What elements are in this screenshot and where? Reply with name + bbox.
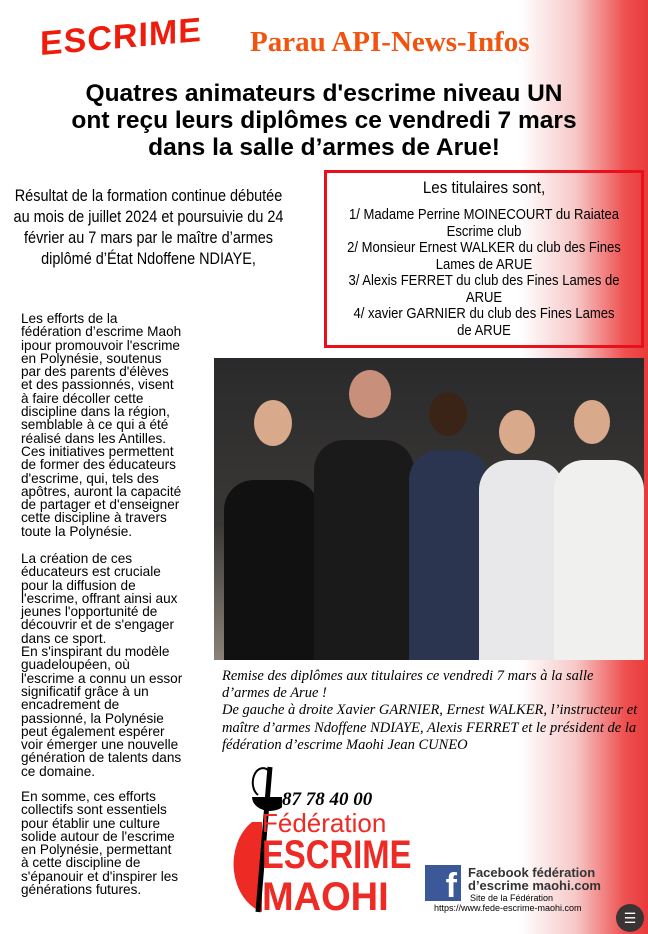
facebook-icon[interactable]: f <box>425 865 461 901</box>
titulaire-item: 4/ xavier GARNIER du club des Fines Lames de ARUE <box>353 306 615 339</box>
phone-number: 87 78 40 00 <box>282 789 373 810</box>
titulaires-box <box>324 170 644 348</box>
facebook-page[interactable]: d’escrime maohi.com <box>468 878 601 893</box>
logo-escrime: ESCRIME <box>262 833 412 877</box>
titulaire-item: 3/ Alexis FERRET du club des Fines Lames de ARUE <box>348 273 620 306</box>
titulaire-item: 2/ Monsieur Ernest WALKER du club des Fines Lames de ARUE <box>347 240 621 273</box>
titulaires-title: Les titulaires sont, <box>422 179 546 197</box>
site-url[interactable]: https://www.fede-escrime-maohi.com <box>434 903 582 913</box>
headline: Quatres animateurs d'escrime niveau UN ont reçu leurs diplômes ce vendredi 7 mars dans la salle d’armes de Arue! <box>71 80 577 161</box>
article-paragraph-2: La création de ces éducateurs est cruciale pour la diffusion de l'escrime, offrant ainsi aux jeunes l'opportunité de découvrir et de s'engager dans ce sport. En s'inspirant du modèle guadeloupéen, où l'escrime a connu un essor significatif grâce à un encadrement de passionné, la Polynésie peut également espérer voir émerger une nouvelle génération de talents dans ce domaine. <box>21 551 183 779</box>
article-paragraph-1: Les efforts de la fédération d’escrime Maoh ipour promouvoir l'escrime en Polynésie, soutenus par des parents d'élèves et des passionnés, visent à faire décoller cette discipline dans la région, semblable à ce qui a été réalisé dans les Antilles. Ces initiatives permettent de former des éducateurs d'escrime, qui, tels des apôtres, auront la capacité de partager et d'enseigner cette discipline à travers toute la Polynésie. <box>21 311 182 539</box>
facebook-label[interactable]: Facebook fédération <box>468 865 596 880</box>
intro-text: Résultat de la formation continue débutée au mois de juillet 2024 et poursuivie du 24 février au 7 mars par le maître d’armes diplômé d’État Ndoffene NDIAYE, <box>13 186 284 268</box>
photo-caption: Remise des diplômes aux titulaires ce vendredi 7 mars à la salle d’armes de Arue ! De gauche à droite Xavier GARNIER, Ernest WALKER, l’instructeur et maître d’armes Ndoffene NDIAYE, Alexis FERRET et le président de la fédération d’escrime Maohi Jean CUNEO <box>222 668 638 753</box>
site-label: Site de la Fédération <box>470 893 554 903</box>
publication-name: Parau API-News-Infos <box>250 26 530 58</box>
article-paragraph-3: En somme, ces efforts collectifs sont essentiels pour établir une culture solide autour de l'escrime en Polynésie, permettant à cette discipline de s'épanouir et d'inspirer les générations futures. <box>21 789 179 898</box>
group-photo <box>214 358 644 660</box>
logo-federation: Fédération <box>262 808 387 838</box>
text-recognition-icon[interactable]: ☰ <box>616 904 644 932</box>
escrime-brand-title: ESCRIME <box>40 10 202 64</box>
titulaire-item: 1/ Madame Perrine MOINECOURT du Raiatea Escrime club <box>348 207 620 240</box>
logo-maohi: MAOHI <box>262 875 389 919</box>
